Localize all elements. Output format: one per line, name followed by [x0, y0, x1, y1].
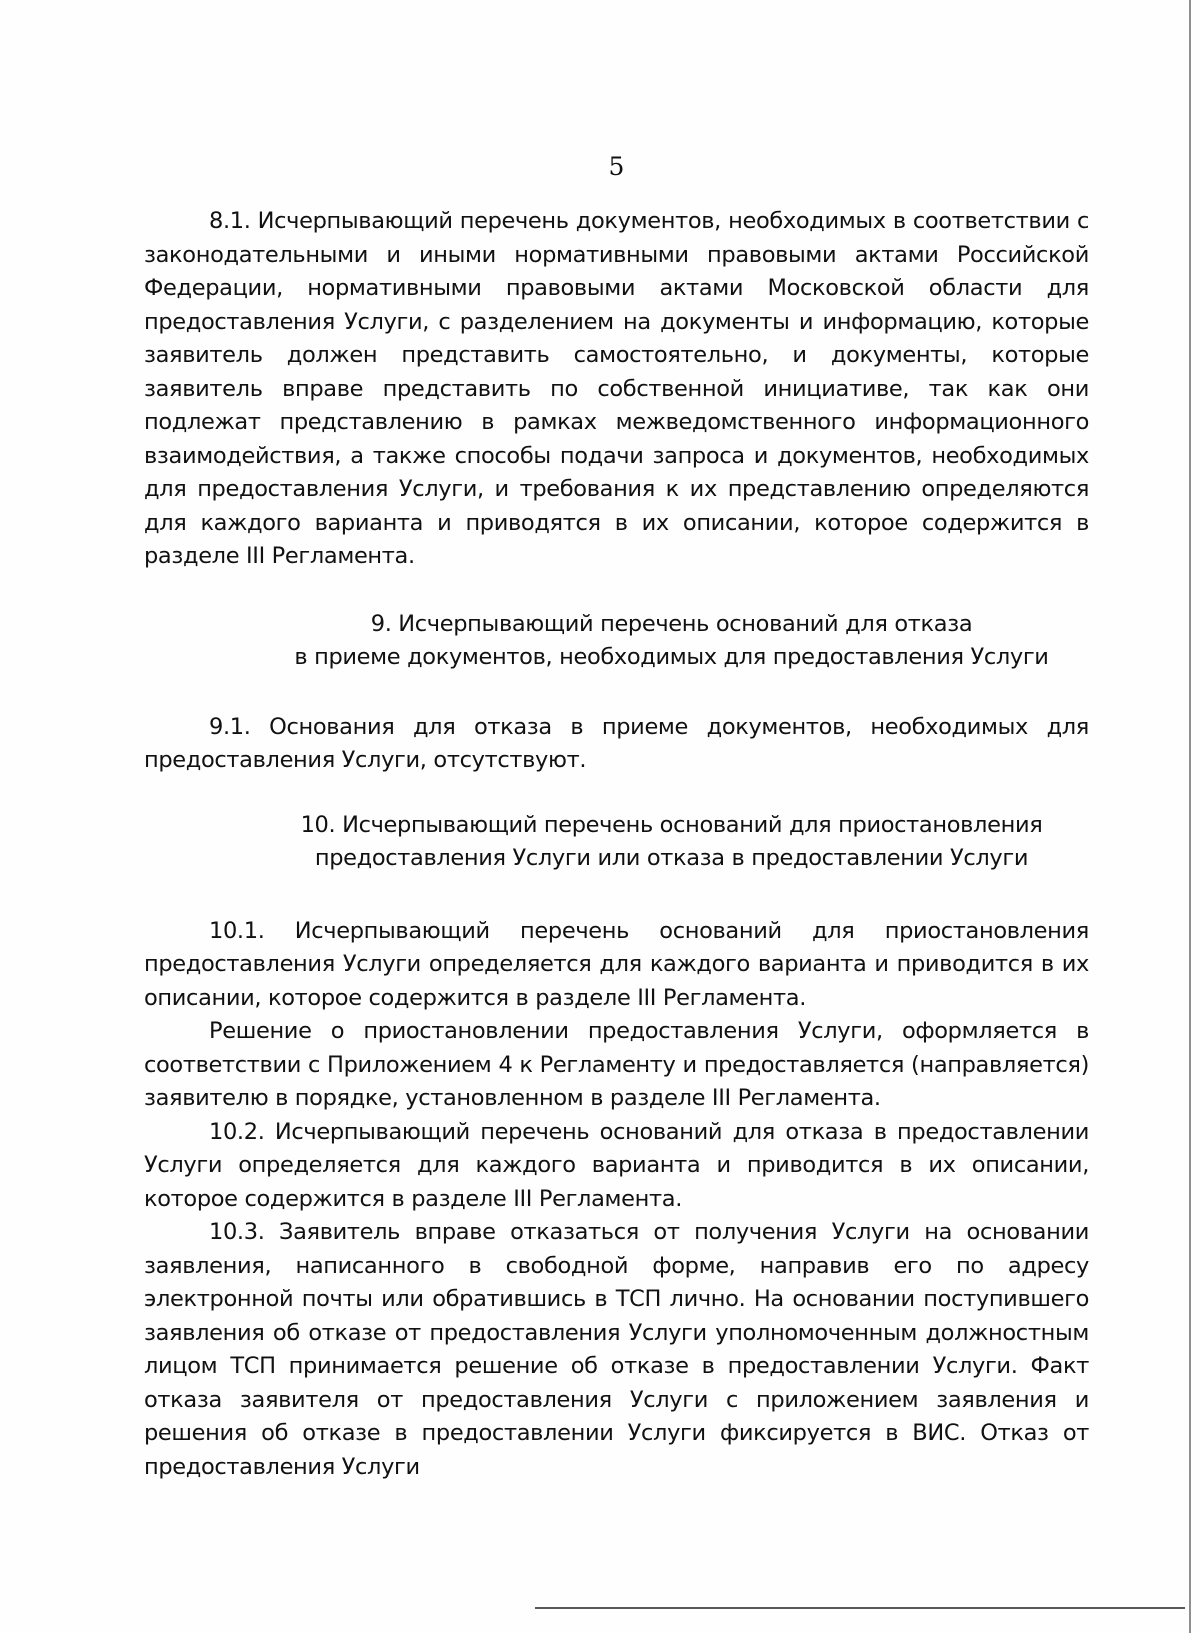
paragraph-10-2: 10.2. Исчерпывающий перечень оснований для отказа в предоставлении Услуги определяется для каждого варианта и приводится в их описании, которое содержится в разделе III Регламента.	[144, 1118, 1089, 1212]
section-heading-9-line2: в приеме документов, необходимых для предоставления Услуги	[294, 644, 1049, 670]
section-heading-9	[144, 608, 1089, 675]
paragraph-10-3: 10.3. Заявитель вправе отказаться от получения Услуги на основании заявления, написанного в свободной форме, направив его по адресу электронной почты или обратившись в ТСП лично. На основании поступившего заявления об отказе от предоставления Услуги уполномоченным должностным лицом ТСП принимается решение об отказе в предоставлении Услуги. Факт отказа заявителя от предоставления Услуги с приложением заявления и решения об отказе в предоставлении Услуги фиксируется в ВИС. Отказ от предоставления Услуги	[144, 1219, 1089, 1480]
paragraph-10-1-decision: Решение о приостановлении предоставления Услуги, оформляется в соответствии с Приложением 4 к Регламенту и предоставляется (направляется) заявителю в порядке, установленном в разделе III Регламента.	[144, 1018, 1089, 1111]
paragraph-10-1: 10.1. Исчерпывающий перечень оснований для приостановления предоставления Услуги определяется для каждого варианта и приводится в их описании, которое содержится в разделе III Регламента.	[144, 917, 1089, 1011]
section-heading-9-line1: 9. Исчерпывающий перечень оснований для отказа	[370, 610, 973, 637]
document-body	[144, 205, 1089, 1484]
section-heading-10-line2: предоставления Услуги или отказа в предоставлении Услуги	[314, 845, 1029, 871]
paragraph-8-1: 8.1. Исчерпывающий перечень документов, необходимых в соответствии с законодательными и иными нормативными правовыми актами Российской Федерации, нормативными правовыми актами Московской области для предоставления Услуги, с разделением на документы и информацию, которые заявитель должен представить самостоятельно, и документы, которые заявитель вправе представить по собственной инициативе, так как они подлежат представлению в рамках межведомственного информационного взаимодействия, а также способы подачи запроса и документов, необходимых для предоставления Услуги, и требования к их представлению определяются для каждого варианта и приводятся в их описании, которое содержится в разделе III Регламента.	[144, 208, 1089, 569]
scan-edge-right	[1189, 0, 1191, 1633]
scan-edge-bottom	[535, 1607, 1185, 1609]
section-heading-10	[144, 809, 1089, 876]
paragraph-9-1: 9.1. Основания для отказа в приеме документов, необходимых для предоставления Услуги, отсутствуют.	[144, 713, 1089, 773]
page-number: 5	[608, 152, 625, 181]
section-heading-10-line1: 10. Исчерпывающий перечень оснований для приостановления	[300, 811, 1043, 838]
